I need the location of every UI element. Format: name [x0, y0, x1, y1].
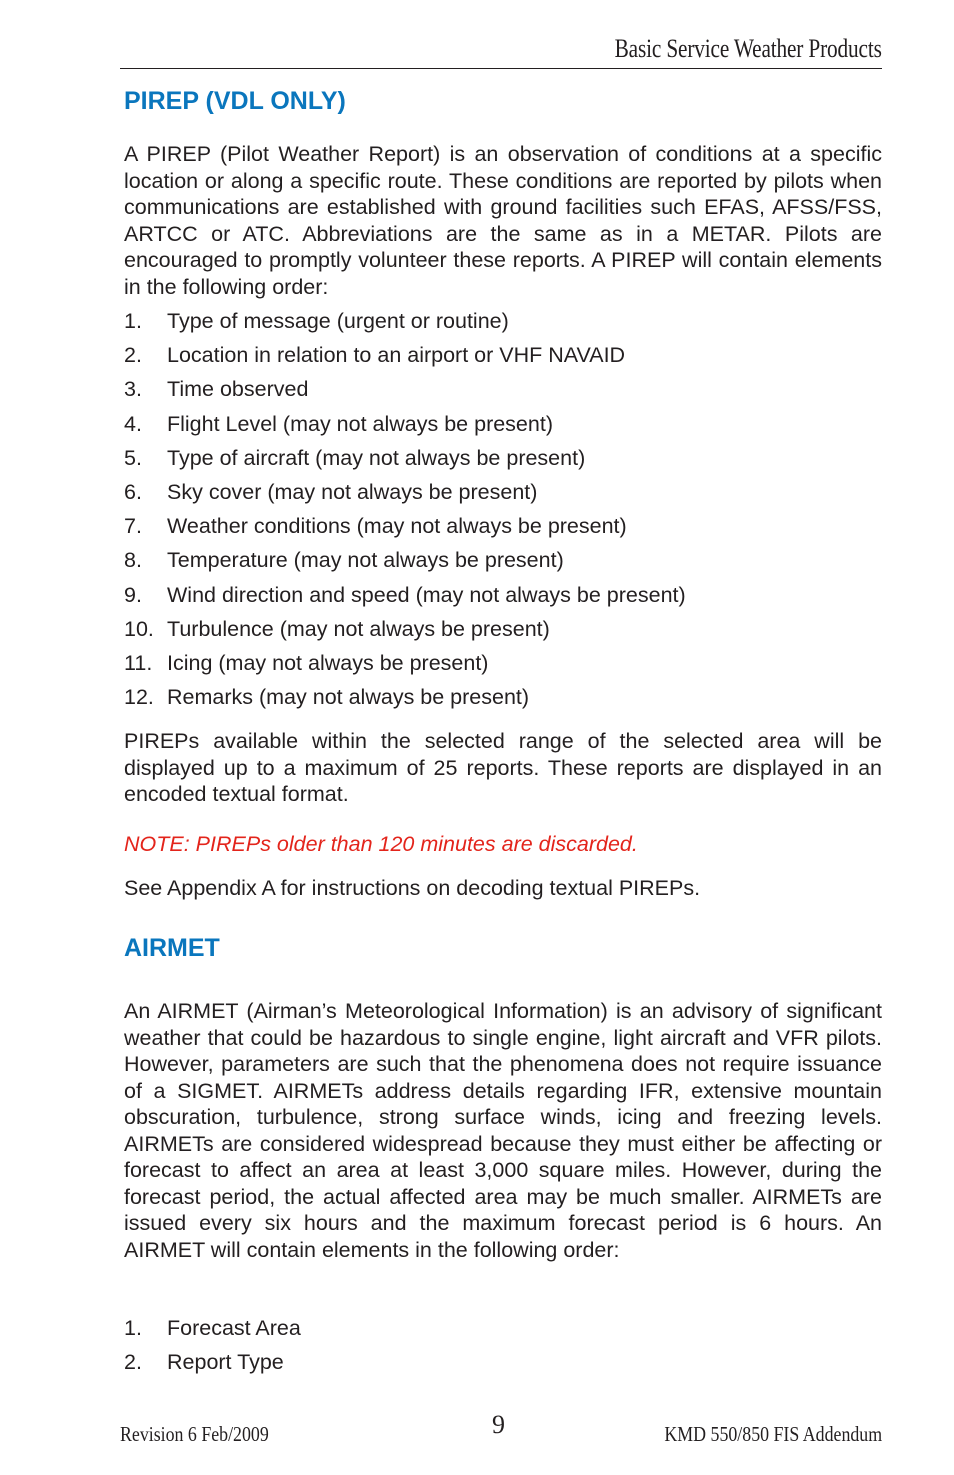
list-text: Temperature (may not always be present) [167, 548, 564, 573]
list-item [124, 582, 882, 616]
list-text: Weather conditions (may not always be present) [167, 514, 627, 539]
list-text: Location in relation to an airport or VHF NAVAID [167, 343, 626, 368]
document-title: KMD 550/850 FIS Addendum [664, 1422, 882, 1446]
list-text: Turbulence (may not always be present) [167, 616, 550, 641]
list-number: 12. [124, 685, 154, 710]
airmet-list-block [124, 1315, 882, 1383]
pirep-display-text: PIREPs available within the selected range of the selected area will be displayed up to a maximum of 25 reports. These reports are displayed in an encoded textual format. [124, 729, 882, 806]
list-number: 6. [124, 479, 142, 504]
list-text: Icing (may not always be present) [167, 650, 489, 675]
pirep-note-block [124, 831, 882, 858]
list-item [124, 616, 882, 650]
list-number: 5. [124, 445, 142, 470]
list-item [124, 479, 882, 513]
list-text: Time observed [167, 377, 309, 402]
list-text: Sky cover (may not always be present) [167, 479, 538, 504]
running-header [120, 30, 882, 69]
pirep-note: NOTE: PIREPs older than 120 minutes are discarded. [124, 832, 638, 856]
list-text: Flight Level (may not always be present) [167, 411, 553, 436]
pirep-intro: A PIREP (Pilot Weather Report) is an observation of conditions at a specific location or along a specific route. These conditions are reported by pilots when communications are established with ground facilities such EFAS, AFSS/FSS, ARTCC or ATC. Abbreviations are the same as in a METAR. Pilots are encouraged to promptly volunteer these reports. A PIREP will contain elements in the following order: [124, 142, 882, 299]
list-number: 2. [124, 1350, 142, 1375]
list-number: 1. [124, 309, 142, 333]
pirep-display-block [124, 728, 882, 808]
pirep-section [124, 86, 882, 116]
list-item [124, 445, 882, 479]
list-number: 2. [124, 343, 142, 368]
list-item [124, 411, 882, 445]
pirep-heading: PIREP (VDL ONLY) [124, 87, 346, 115]
list-text: Report Type [167, 1350, 284, 1375]
list-number: 1. [124, 1316, 142, 1340]
list-text: Type of message (urgent or routine) [167, 309, 509, 333]
list-number: 8. [124, 548, 142, 573]
list-number: 11. [124, 650, 153, 675]
revision-label: Revision 6 Feb/2009 [120, 1422, 269, 1446]
airmet-section [124, 933, 882, 963]
header-title: Basic Service Weather Products [614, 34, 882, 63]
list-text: Remarks (may not always be present) [167, 685, 530, 710]
airmet-element-list [124, 1315, 882, 1383]
pirep-appendix-text: See Appendix A for instructions on decoding textual PIREPs. [124, 876, 701, 900]
list-item [124, 1349, 882, 1383]
page-number: 9 [492, 1410, 505, 1439]
list-text: Forecast Area [167, 1316, 301, 1340]
pirep-list-block [124, 308, 882, 718]
page-footer [120, 1410, 882, 1454]
list-item [124, 376, 882, 410]
list-item [124, 650, 882, 684]
airmet-heading: AIRMET [124, 934, 220, 962]
list-item [124, 547, 882, 581]
list-item [124, 513, 882, 547]
pirep-intro-block [124, 141, 882, 300]
airmet-intro: An AIRMET (Airman’s Meteorological Information) is an advisory of significant weather that could be hazardous to single engine, light aircraft and VFR pilots. However, parameters are such that the phenomena does not require issuance of a SIGMET. AIRMETs address details regarding IFR, extensive mountain obscuration, turbulence, strong surface winds, icing and freezing levels. AIRMETs are considered widespread because they must either be affecting or forecast to affect an area at least 3,000 square miles. However, during the forecast period, the actual affected area may be much smaller. AIRMETs are issued every six hours and the maximum forecast period is 6 hours. An AIRMET will contain elements in the following order: [124, 999, 882, 1262]
list-item [124, 684, 882, 718]
pirep-element-list [124, 308, 882, 718]
list-number: 9. [124, 582, 142, 607]
list-item [124, 342, 882, 376]
list-number: 3. [124, 377, 142, 402]
pirep-appendix-block [124, 875, 882, 902]
list-item [124, 1315, 882, 1349]
list-text: Type of aircraft (may not always be present) [167, 445, 586, 470]
list-item [124, 308, 882, 342]
list-number: 7. [124, 514, 142, 539]
list-number: 4. [124, 411, 142, 436]
list-text: Wind direction and speed (may not always be present) [167, 582, 686, 607]
list-number: 10. [124, 616, 154, 641]
airmet-intro-block [124, 998, 882, 1263]
